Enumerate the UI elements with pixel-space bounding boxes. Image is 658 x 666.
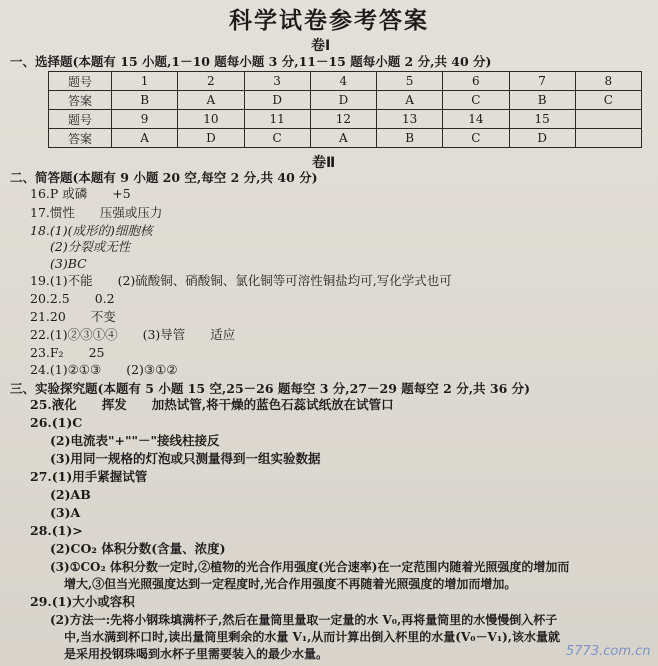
table-cell xyxy=(575,110,641,129)
answer-line: 中,当水满到杯口时,读出量筒里剩余的水量 V₁,从而计算出倒入杯里的水量(V₀－V₁),该水量就 xyxy=(64,630,560,644)
answer-line: (2)分裂或无性 xyxy=(50,239,131,254)
table-cell: 11 xyxy=(244,110,310,129)
table-cell xyxy=(575,129,641,148)
volume-2-heading: 卷Ⅱ xyxy=(312,155,336,171)
answer-line: 17.惯性 压强或压力 xyxy=(30,205,163,220)
table-cell: B xyxy=(377,129,443,148)
table-cell: 2 xyxy=(178,72,244,91)
answer-line: 28.(1)> xyxy=(30,523,83,538)
table-cell: 14 xyxy=(443,110,509,129)
answer-line: 21.20 不变 xyxy=(30,309,116,324)
site-watermark: 5773.com.cn xyxy=(566,644,651,659)
answer-line: 20.2.5 0.2 xyxy=(30,291,115,306)
table-cell: D xyxy=(310,91,376,110)
table-cell: 5 xyxy=(377,72,443,91)
table-cell: 10 xyxy=(178,110,244,129)
section-1-heading: 一、选择题(本题有 15 小题,1－10 题每小题 3 分,11－15 题每小题 2 分,共 40 分) xyxy=(10,54,492,69)
answer-line: 29.(1)大小或容积 xyxy=(30,594,135,609)
answer-line: 16.P 或磷 +5 xyxy=(30,186,131,201)
table-row xyxy=(49,72,642,91)
table-cell: A xyxy=(377,91,443,110)
answer-table xyxy=(48,71,642,148)
table-cell: B xyxy=(112,91,178,110)
section-2-heading: 二、简答题(本题有 9 小题 20 空,每空 2 分,共 40 分) xyxy=(10,170,318,185)
table-cell: D xyxy=(244,91,310,110)
answer-line: 23.F₂ 25 xyxy=(30,345,105,360)
answer-line: 22.(1)②③①④ (3)导管 适应 xyxy=(30,327,236,342)
answer-line: 27.(1)用手紧握试管 xyxy=(30,469,148,484)
table-cell: 6 xyxy=(443,72,509,91)
table-cell: A xyxy=(112,129,178,148)
answer-line: 24.(1)②①③ (2)③①② xyxy=(30,362,178,377)
table-cell: 答案 xyxy=(49,91,112,110)
table-cell: D xyxy=(509,129,575,148)
answer-line: (2)CO₂ 体积分数(含量、浓度) xyxy=(50,541,226,556)
answer-line: (2)方法一:先将小钢珠填满杯子,然后在量筒里量取一定量的水 V₀,再将量筒里的水慢慢倒入杯子 xyxy=(50,613,558,627)
table-cell: 15 xyxy=(509,110,575,129)
table-cell: 4 xyxy=(310,72,376,91)
table-cell: A xyxy=(178,91,244,110)
table-cell: A xyxy=(310,129,376,148)
table-cell: 12 xyxy=(310,110,376,129)
table-cell: 7 xyxy=(509,72,575,91)
answer-line: (3)①CO₂ 体积分数一定时,②植物的光合作用强度(光合速率)在一定范围内随着光照强度的增加而 xyxy=(50,560,570,574)
table-cell: 1 xyxy=(112,72,178,91)
answer-line: (3)A xyxy=(50,505,81,520)
table-cell: 3 xyxy=(244,72,310,91)
page-title: 科学试卷参考答案 xyxy=(229,8,429,34)
section-3-heading: 三、实验探究题(本题有 5 小题 15 空,25－26 题每空 3 分,27－29 题每空 2 分,共 36 分) xyxy=(10,381,531,396)
table-cell: D xyxy=(178,129,244,148)
answer-line: (2)电流表"+""－"接线柱接反 xyxy=(50,433,220,448)
table-row xyxy=(49,129,642,148)
table-cell: 题号 xyxy=(49,110,112,129)
table-cell: B xyxy=(509,91,575,110)
answer-line: 是采用投钢珠喝到水杯子里需要装入的最少水量。 xyxy=(64,647,329,661)
table-cell: 8 xyxy=(575,72,641,91)
answer-line: (2)AB xyxy=(50,487,91,502)
answer-line: (3)BC xyxy=(50,256,87,271)
table-cell: C xyxy=(244,129,310,148)
table-cell: 题号 xyxy=(49,72,112,91)
table-row xyxy=(49,110,642,129)
table-row xyxy=(49,91,642,110)
answer-line: 25.液化 挥发 加热试管,将干燥的蓝色石蕊试纸放在试管口 xyxy=(30,397,394,412)
answer-line: 18.(1)(成形的)细胞核 xyxy=(30,223,153,238)
answer-line: (3)用同一规格的灯泡或只测量得到一组实验数据 xyxy=(50,451,321,466)
volume-1-heading: 卷Ⅰ xyxy=(311,38,331,54)
answer-line: 增大,③但当光照强度达到一定程度时,光合作用强度不再随着光照强度的增加而增加。 xyxy=(64,577,517,591)
table-cell: 答案 xyxy=(49,129,112,148)
answer-line: 19.(1)不能 (2)硫酸铜、硝酸铜、氯化铜等可溶性铜盐均可,写化学式也可 xyxy=(30,273,452,288)
table-cell: C xyxy=(443,129,509,148)
answer-line: 26.(1)C xyxy=(30,415,83,430)
table-cell: 13 xyxy=(377,110,443,129)
table-cell: C xyxy=(443,91,509,110)
table-cell: C xyxy=(575,91,641,110)
table-cell: 9 xyxy=(112,110,178,129)
